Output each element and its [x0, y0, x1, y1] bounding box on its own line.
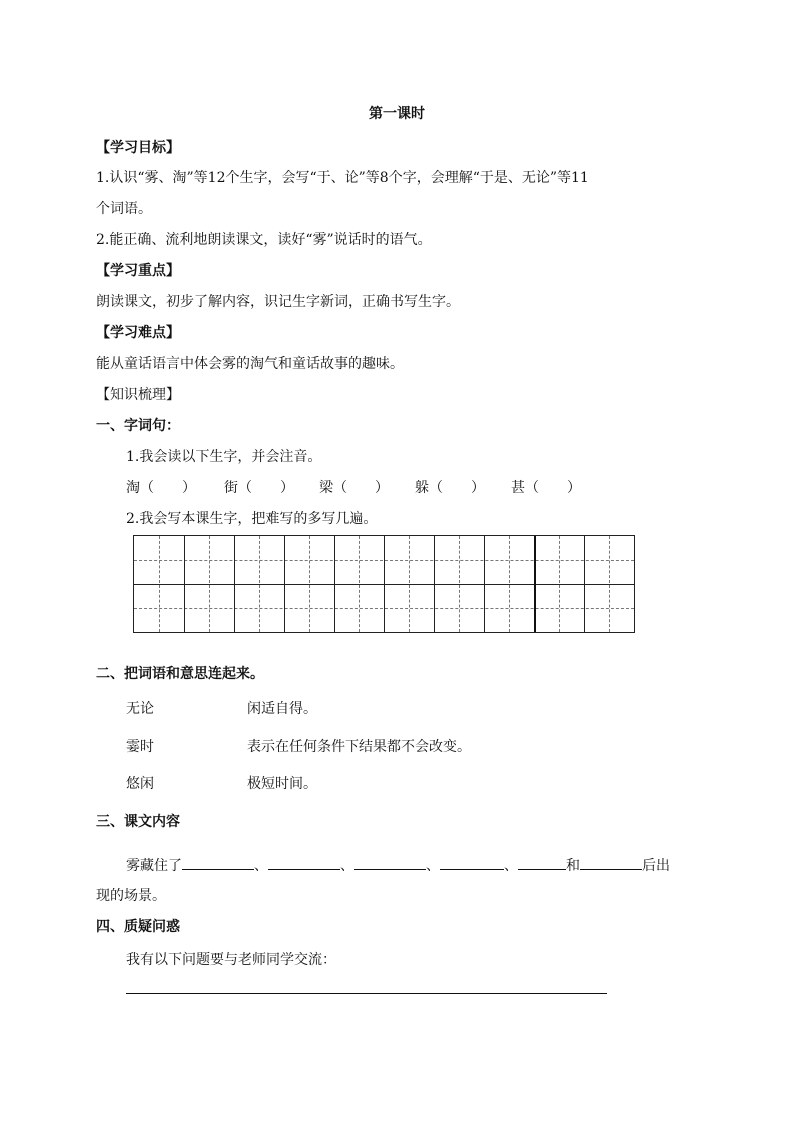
grid-midline-v: [559, 536, 560, 632]
meaning-3[interactable]: 极短时间。: [247, 776, 317, 792]
pinyin-blank-2[interactable]: （ ）: [238, 480, 294, 496]
objectives-heading: 【学习目标】: [96, 140, 180, 156]
grid-line-v: [584, 536, 585, 632]
grid-midline-v: [159, 536, 160, 632]
pinyin-blank-5[interactable]: （ ）: [525, 480, 581, 496]
grid-midline-v: [509, 536, 510, 632]
difficulties-text: 能从童话语言中体会雾的淘气和童话故事的趣味。: [96, 356, 404, 372]
grid-midline-v: [309, 536, 310, 632]
word-2[interactable]: 霎时: [126, 739, 154, 755]
pinyin-char-2: 街（ ）: [224, 480, 294, 496]
knowledge-heading: 【知识梳理】: [96, 387, 180, 403]
fill-blank-2[interactable]: [268, 855, 340, 870]
part4-heading: 四、质疑问惑: [96, 919, 180, 935]
grid-midline-v: [359, 536, 360, 632]
task2-text: 2.我会写本课生字，把难写的多写几遍。: [126, 511, 378, 527]
task1-text: 1.我会读以下生字，并会注音。: [126, 449, 322, 465]
fill-blank-4[interactable]: [440, 855, 504, 870]
pinyin-char-1: 淘（ ）: [126, 480, 196, 496]
pinyin-blank-3[interactable]: （ ）: [333, 480, 389, 496]
grid-midline-v: [259, 536, 260, 632]
part1-heading: 一、字词句：: [96, 418, 180, 434]
questions-prompt: 我有以下问题要与老师同学交流：: [126, 952, 336, 968]
pinyin-blank-4[interactable]: （ ）: [429, 480, 485, 496]
pinyin-blank-1[interactable]: （ ）: [140, 480, 196, 496]
grid-line-v: [384, 536, 385, 632]
writing-grid[interactable]: [133, 535, 635, 633]
fill-blank-6[interactable]: [580, 855, 642, 870]
word-1[interactable]: 无论: [126, 701, 154, 717]
key-points-heading: 【学习重点】: [96, 263, 180, 279]
fill-blank-5[interactable]: [518, 855, 566, 870]
grid-midline-v: [409, 536, 410, 632]
pinyin-char-5: 甚（ ）: [511, 480, 581, 496]
objective-2: 2.能正确、流利地朗读课文，读好“雾”说话时的语气。: [96, 232, 432, 248]
grid-line-v: [184, 536, 185, 632]
fill-blank-1[interactable]: [182, 855, 254, 870]
part3-heading: 三、课文内容: [96, 814, 180, 830]
page-title: 第一课时: [369, 106, 425, 122]
grid-line-v: [284, 536, 285, 632]
grid-line-v: [434, 536, 435, 632]
objective-1: 1.认识“雾、淘”等12个生字，会写“于、论”等8个字，会理解“于是、无论”等11: [96, 170, 589, 186]
key-points-text: 朗读课文，初步了解内容，识记生字新词，正确书写生字。: [96, 294, 460, 310]
fill-blank-3[interactable]: [354, 855, 426, 870]
difficulties-heading: 【学习难点】: [96, 325, 180, 341]
word-3[interactable]: 悠闲: [126, 776, 154, 792]
fill-in-sentence: 雾藏住了 、 、 、 、 和 后出: [126, 855, 670, 875]
pinyin-char-3: 梁（ ）: [319, 480, 389, 496]
grid-midline-v: [459, 536, 460, 632]
grid-line-v: [484, 536, 485, 632]
meaning-2[interactable]: 表示在任何条件下结果都不会改变。: [247, 739, 471, 755]
answer-line[interactable]: [126, 993, 607, 994]
part2-heading: 二、把词语和意思连起来。: [96, 666, 264, 682]
grid-line-v: [334, 536, 335, 632]
grid-line-v: [534, 536, 536, 632]
grid-line-v: [234, 536, 235, 632]
objective-1-continued: 个词语。: [96, 201, 152, 217]
grid-midline-v: [209, 536, 210, 632]
pinyin-char-4: 躲（ ）: [415, 480, 485, 496]
grid-midline-v: [609, 536, 610, 632]
meaning-1[interactable]: 闲适自得。: [247, 701, 317, 717]
fill-in-sentence-continued: 现的场景。: [96, 888, 166, 904]
